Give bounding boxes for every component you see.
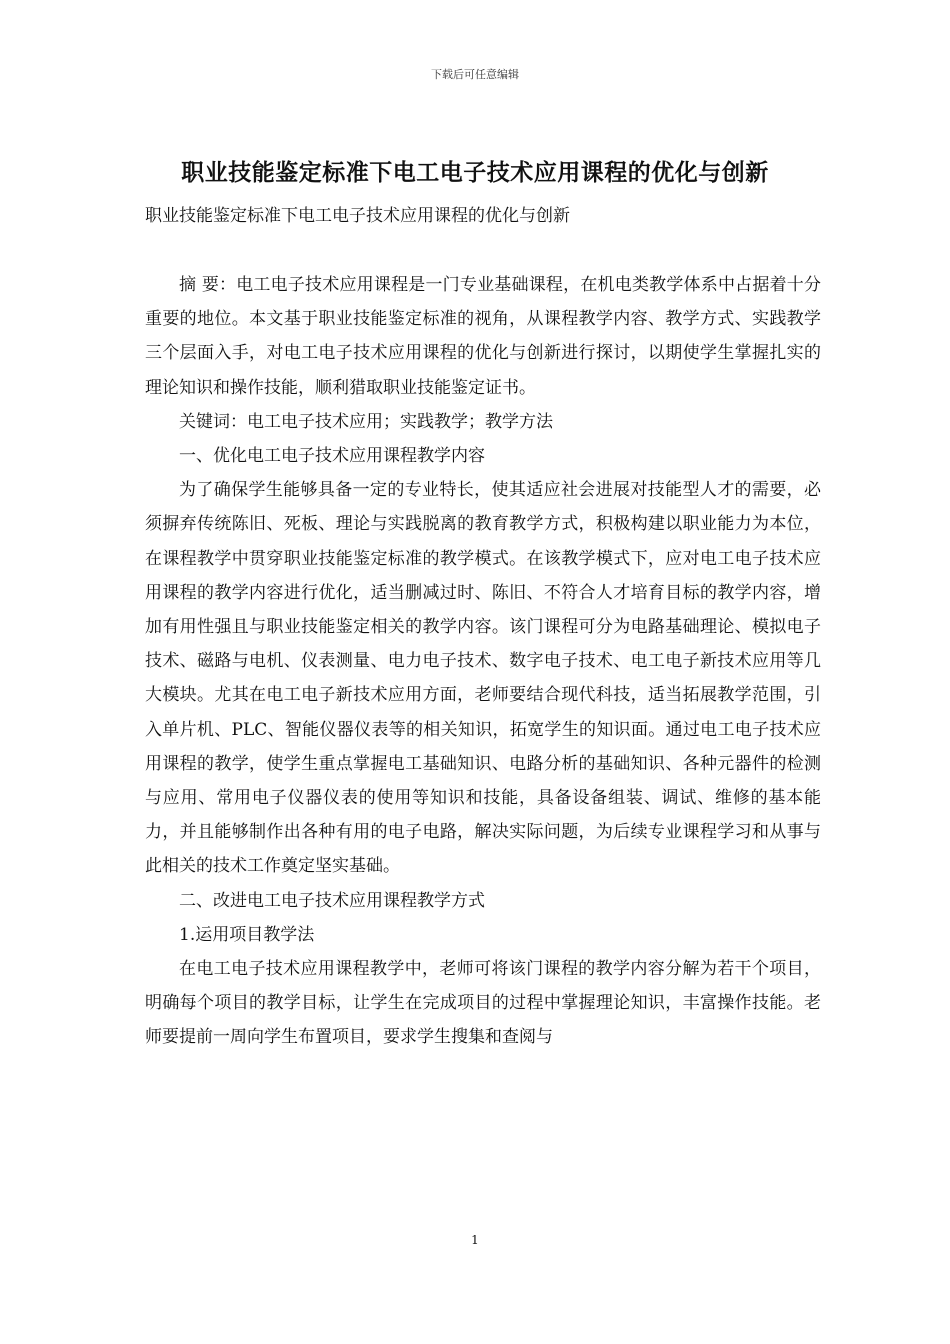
section-1-heading: 一、优化电工电子技术应用课程教学内容 [179,446,485,467]
abstract-paragraph: 摘 要：电工电子技术应用课程是一门专业基础课程，在机电类教学体系中占据着十分重要的地位。本文基于职业技能鉴定标准的视角，从课程教学内容、教学方式、实践教学三个层面入手，对电工电子技术应用课程的优化与创新进行探讨，以期使学生掌握扎实的理论知识和操作技能，顺利猎取职业技能鉴定证书。 [145,275,821,398]
subsection-heading: 1.运用项目教学法 [179,924,315,945]
section-1-paragraph: 为了确保学生能够具备一定的专业特长，使其适应社会进展对技能型人才的需要，必须摒弃传统陈旧、死板、理论与实践脱离的教育教学方式，积极构建以职业能力为本位，在课程教学中贯穿职业技能鉴定标准的教学模式。在该教学模式下，应对电工电子技术应用课程的教学内容进行优化，适当删减过时、陈旧、不符合人才培育目标的教学内容，增加有用性强且与职业技能鉴定相关的教学内容。该门课程可分为电路基础理论、模拟电子技术、磁路与电机、仪表测量、电力电子技术、数字电子技术、电工电子新技术应用等几大模块。尤其在电工电子新技术应用方面，老师要结合现代科技，适当拓展教学范围，引入单片机、PLC、智能仪器仪表等的相关知识，拓宽学生的知识面。通过电工电子技术应用课程的教学，使学生重点掌握电工基础知识、电路分析的基础知识、各种元器件的检测与应用、常用电子仪器仪表的使用等知识和技能，具备设备组装、调试、维修的基本能力，并且能够制作出各种有用的电子电路，解决实际问题，为后续专业课程学习和从事与此相关的技术工作奠定坚实基础。 [145,480,821,877]
document-subtitle: 职业技能鉴定标准下电工电子技术应用课程的优化与创新 [145,206,570,226]
section-2-heading: 二、改进电工电子技术应用课程教学方式 [179,890,485,911]
subsection-paragraph: 在电工电子技术应用课程教学中，老师可将该门课程的教学内容分解为若干个项目，明确每个项目的教学目标，让学生在完成项目的过程中掌握理论知识，丰富操作技能。老师要提前一周向学生布置项目，要求学生搜集和查阅与 [145,959,821,1048]
document-title: 职业技能鉴定标准下电工电子技术应用课程的优化与创新 [181,159,769,186]
page-number: 1 [471,1233,479,1247]
document-body [145,268,821,1055]
keywords-line: 关键词：电工电子技术应用；实践教学；教学方法 [179,411,553,432]
header-note: 下载后可任意编辑 [431,68,519,81]
